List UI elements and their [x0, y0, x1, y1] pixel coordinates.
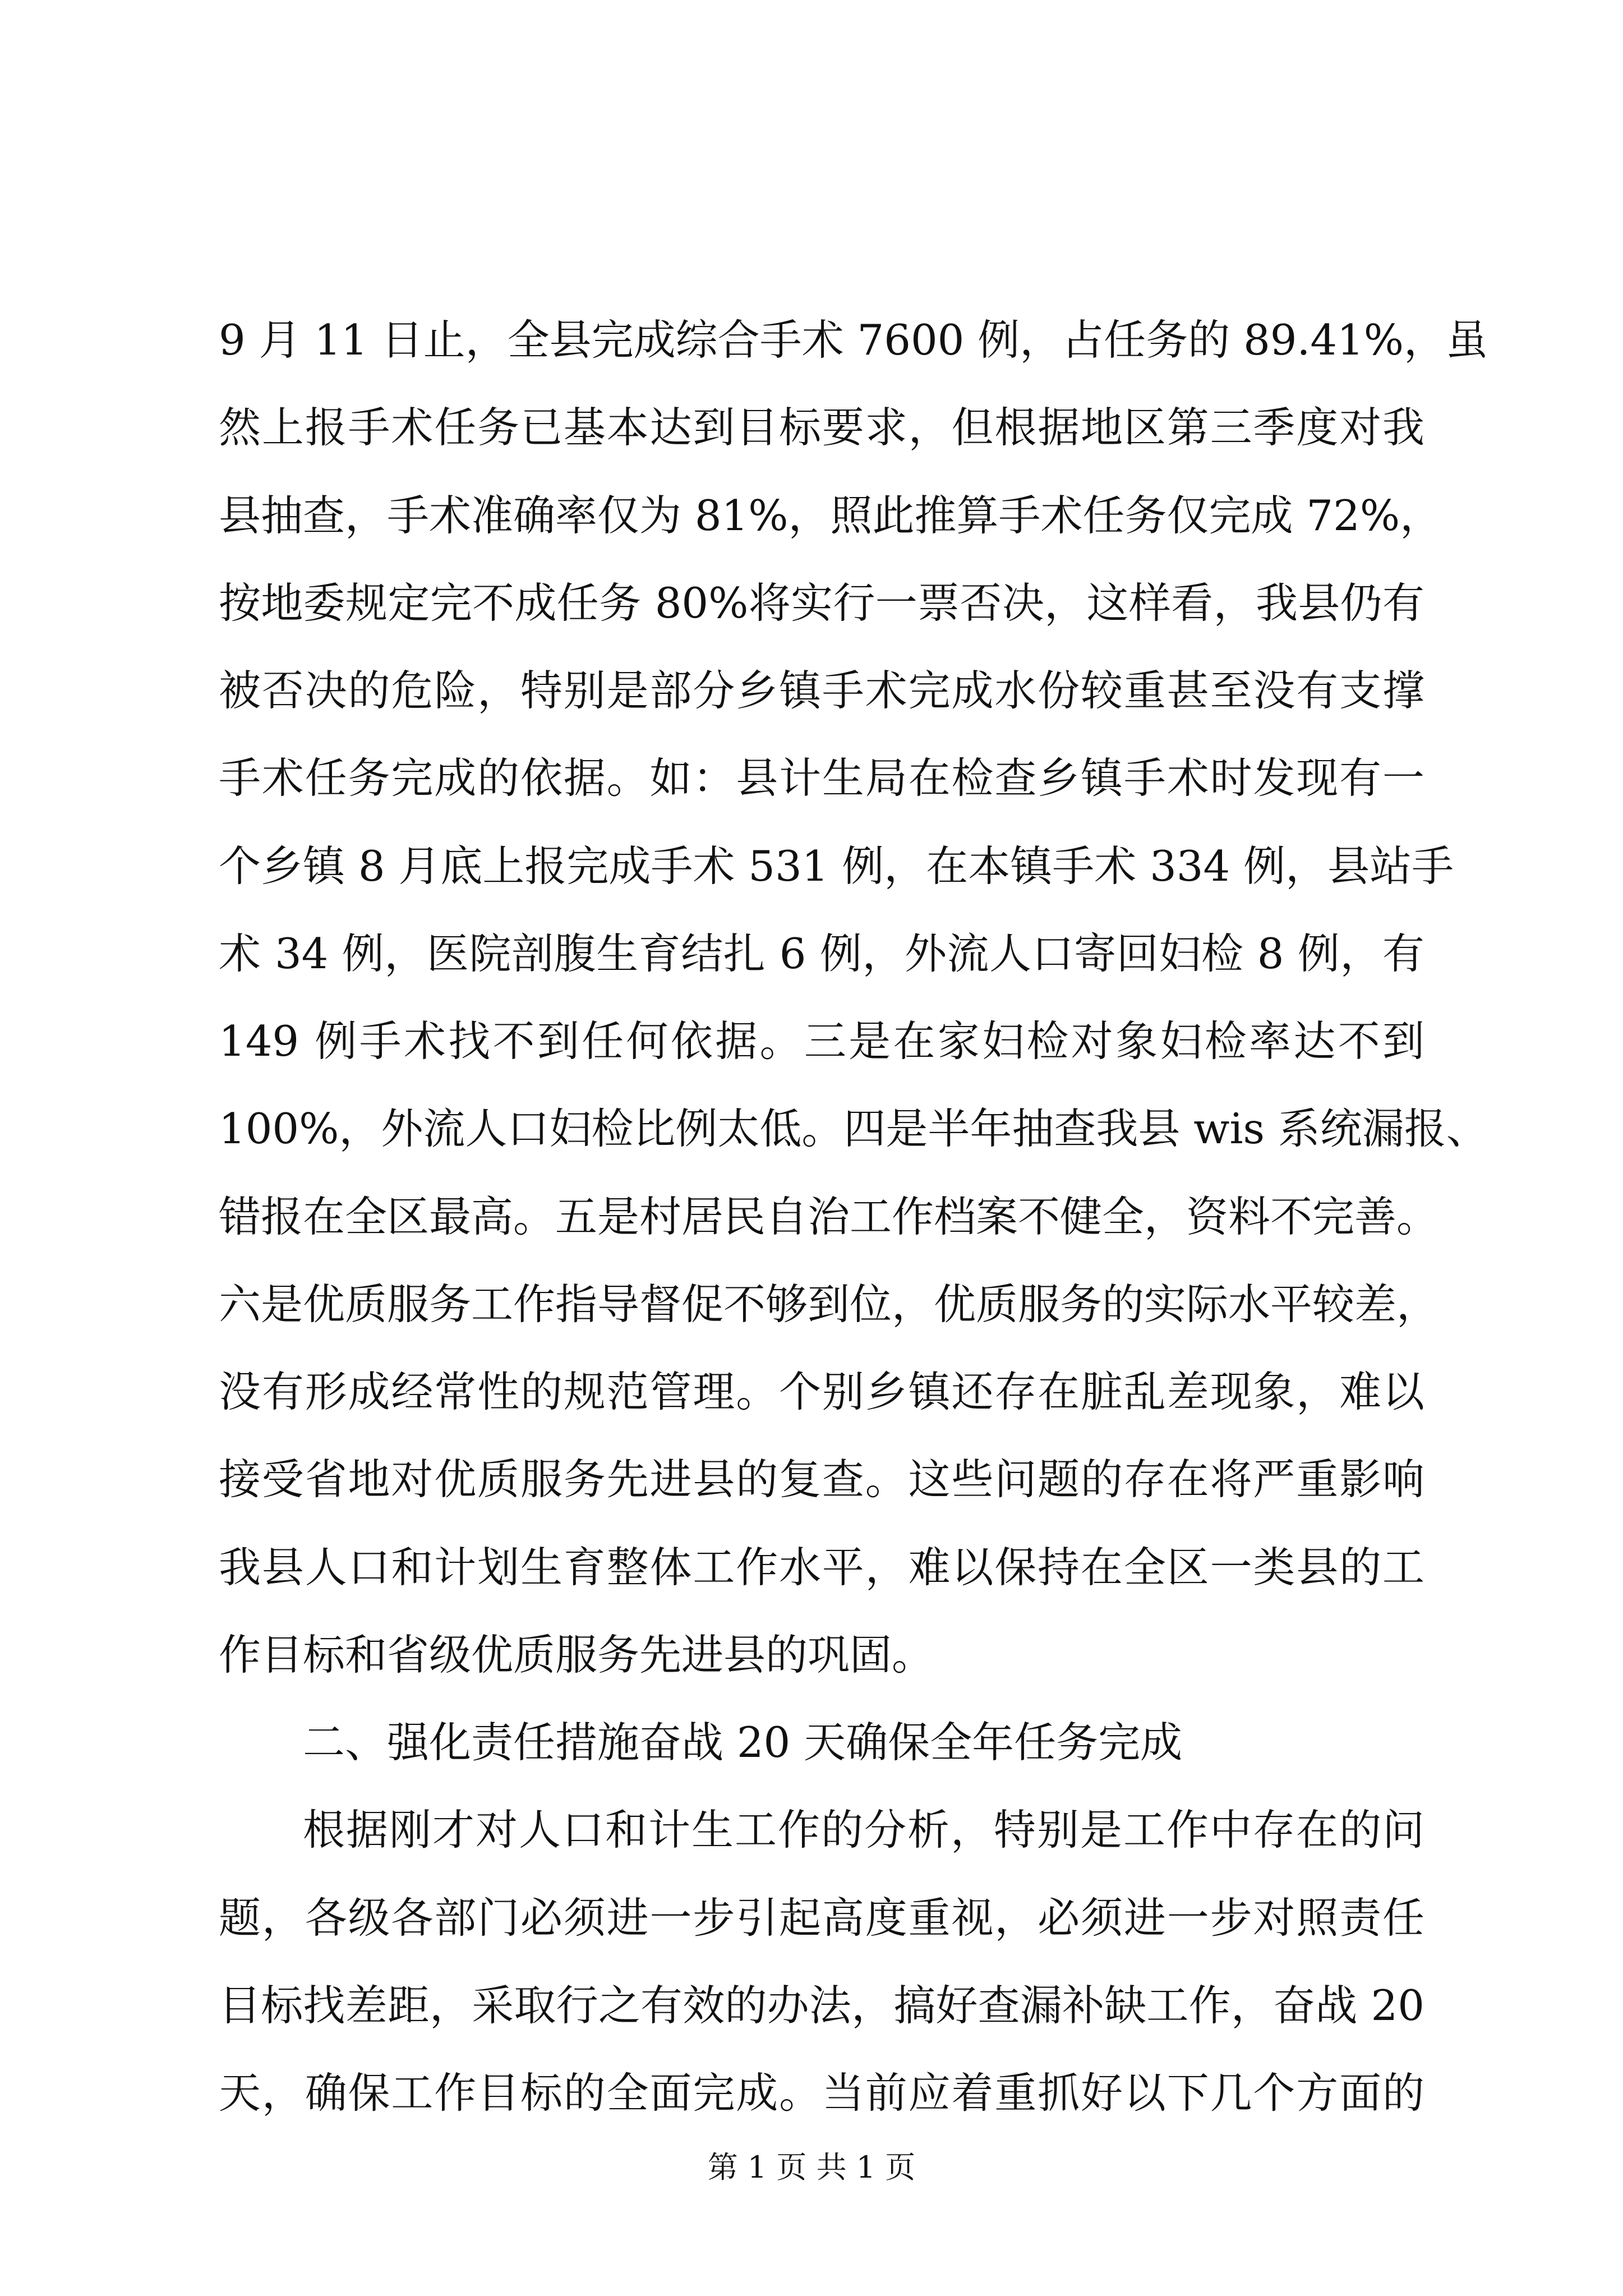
text-line: 题，各级各部门必须进一步引起高度重视，必须进一步对照责任 [219, 1893, 1424, 1943]
text-line: 被否决的危险，特别是部分乡镇手术完成水份较重甚至没有支撑 [219, 666, 1424, 715]
text-line: 没有形成经常性的规范管理。个别乡镇还存在脏乱差现象，难以 [219, 1367, 1424, 1416]
text-line: 按地委规定完不成任务 80%将实行一票否决，这样看，我县仍有 [219, 578, 1424, 628]
text-line: 100%，外流人口妇检比例太低。四是半年抽查我县 wis 系统漏报、 [219, 1104, 1488, 1153]
text-line: 目标找差距，采取行之有效的办法，搞好查漏补缺工作，奋战 20 [219, 1981, 1424, 2030]
text-line: 149 例手术找不到任何依据。三是在家妇检对象妇检率达不到 [219, 1016, 1424, 1066]
text-line: 县抽查，手术准确率仅为 81%，照此推算手术任务仅完成 72%， [219, 491, 1442, 540]
text-line: 作目标和省级优质服务先进县的巩固。 [219, 1630, 934, 1680]
text-line: 六是优质服务工作指导督促不够到位，优质服务的实际水平较差， [219, 1280, 1439, 1329]
text-line: 天，确保工作目标的全面完成。当前应着重抓好以下几个方面的 [219, 2068, 1424, 2118]
text-line: 手术任务完成的依据。如：县计生局在检查乡镇手术时发现有一 [219, 753, 1424, 803]
text-line: 然上报手术任务已基本达到目标要求，但根据地区第三季度对我 [219, 403, 1424, 452]
text-line: 根据刚才对人口和计生工作的分析，特别是工作中存在的问 [303, 1805, 1424, 1855]
section-heading: 二、强化责任措施奋战 20 天确保全年任务完成 [303, 1718, 1183, 1767]
text-line: 9 月 11 日止，全县完成综合手术 7600 例，占任务的 89.41%，虽 [219, 315, 1488, 365]
text-line: 术 34 例，医院剖腹生育结扎 6 例，外流人口寄回妇检 8 例，有 [219, 929, 1424, 978]
text-line: 个乡镇 8 月底上报完成手术 531 例，在本镇手术 334 例，县站手 [219, 841, 1454, 891]
text-line: 我县人口和计划生育整体工作水平，难以保持在全区一类县的工 [219, 1543, 1424, 1592]
page-footer: 第 1 页 共 1 页 [707, 2150, 916, 2185]
text-line: 错报在全区最高。五是村居民自治工作档案不健全，资料不完善。 [219, 1192, 1439, 1241]
text-line: 接受省地对优质服务先进县的复查。这些问题的存在将严重影响 [219, 1455, 1424, 1504]
